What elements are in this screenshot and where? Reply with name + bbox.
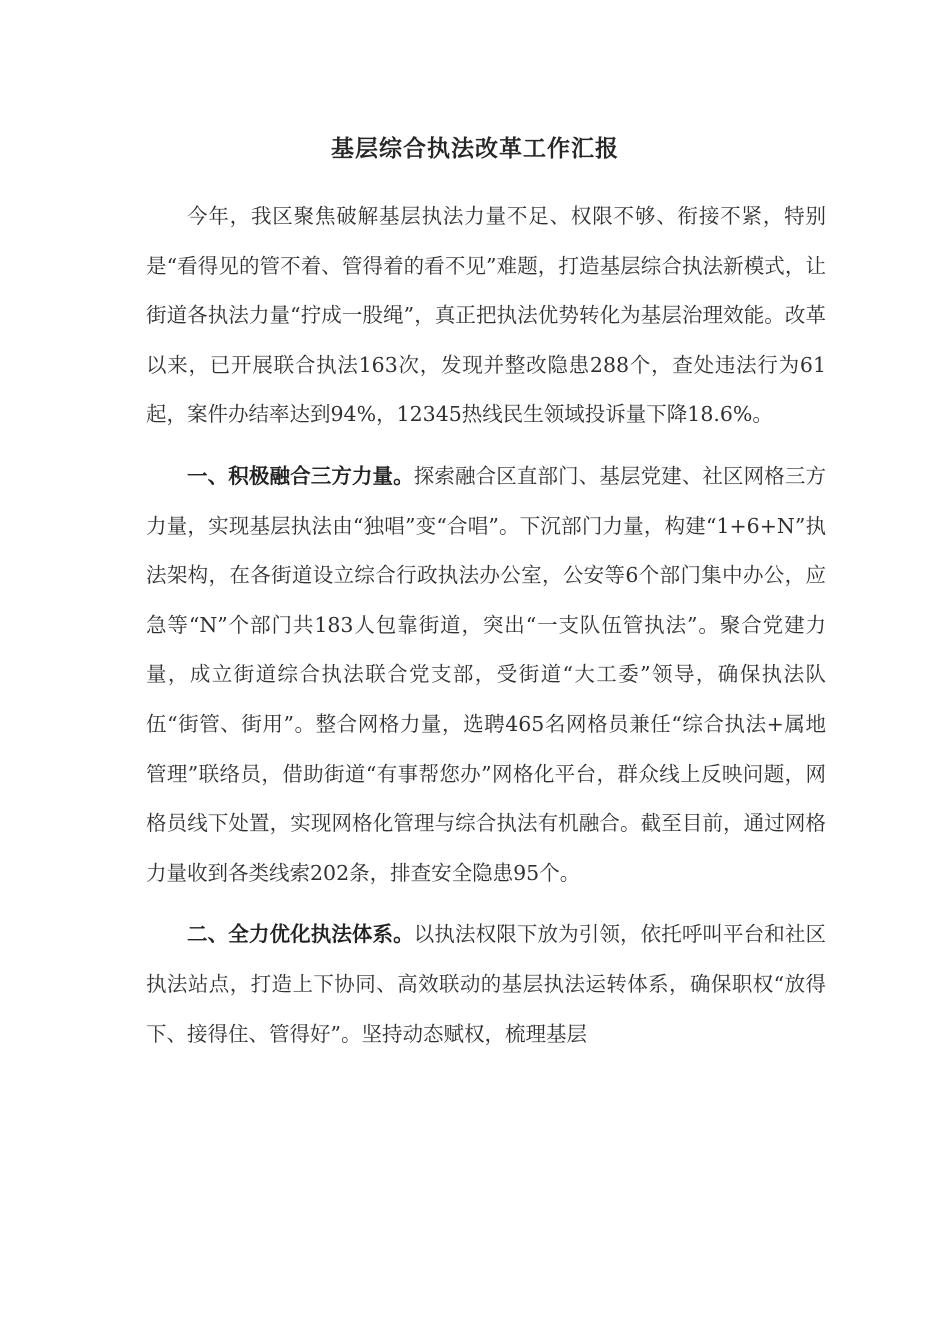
section-paragraph-1 [146, 452, 826, 898]
section-body-1: 探索融合区直部门、基层党建、社区网格三方力量，实现基层执法由“独唱”变“合唱”。下沉部门力量，构建“1+6+N”执法架构，在各街道设立综合行政执法办公室，公安等6个部门集中办公，应急等“N”个部门共183人包靠街道，突出“一支队伍管执法”。聚合党建力量，成立街道综合执法联合党支部，受街道“大工委”领导，确保执法队伍“街管、街用”。整合网格力量，选聘465名网格员兼任“综合执法+属地管理”联络员，借助街道“有事帮您办”网格化平台，群众线上反映问题，网格员线下处置，实现网格化管理与综合执法有机融合。截至目前，通过网格力量收到各类线索202条，排查安全隐患95个。 [146, 463, 827, 885]
section-heading-1: 一、积极融合三方力量。 [187, 463, 414, 488]
section-paragraph-2 [146, 910, 826, 1059]
document-body [146, 192, 826, 1059]
intro-paragraph: 今年，我区聚焦破解基层执法力量不足、权限不够、衔接不紧，特别是“看得见的管不着、管得着的看不见”难题，打造基层综合执法新模式，让街道各执法力量“拧成一股绳”，真正把执法优势转化为基层治理效能。改革以来，已开展联合执法163次，发现并整改隐患288个，查处违法行为61起，案件办结率达到94%，12345热线民生领域投诉量下降18.6%。 [146, 204, 826, 427]
section-heading-2: 二、全力优化执法体系。 [187, 922, 414, 947]
document-title: 基层综合执法改革工作汇报 [331, 135, 619, 162]
section-body-2: 以执法权限下放为引领，依托呼叫平台和社区执法站点，打造上下协同、高效联动的基层执法运转体系，确保职权“放得下、接得住、管得好”。坚持动态赋权，梳理基层 [146, 922, 827, 1046]
